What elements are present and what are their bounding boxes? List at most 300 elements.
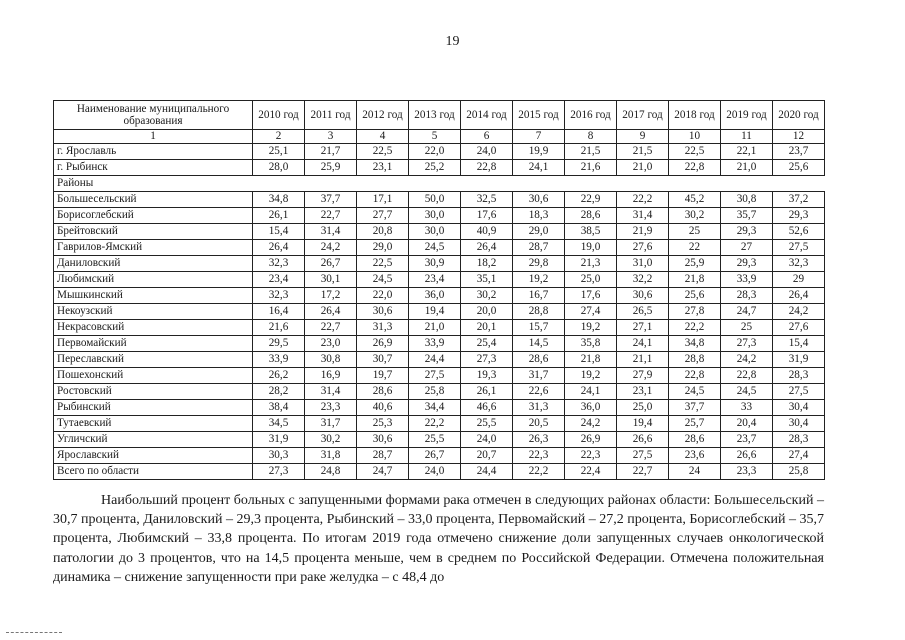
column-header-year: 2015 год	[513, 101, 565, 130]
value-cell: 24,2	[721, 352, 773, 368]
value-cell: 23,1	[357, 160, 409, 176]
value-cell: 27	[721, 240, 773, 256]
value-cell: 34,8	[669, 336, 721, 352]
page-number: 19	[445, 34, 460, 49]
cancer-neglect-table	[53, 100, 825, 480]
table-row	[54, 320, 825, 336]
value-cell: 17,6	[461, 208, 513, 224]
value-cell: 26,7	[305, 256, 357, 272]
table-group-row	[54, 176, 825, 192]
value-cell: 24,0	[409, 464, 461, 480]
value-cell: 27,5	[409, 368, 461, 384]
value-cell: 24	[669, 464, 721, 480]
municipality-name-cell: Рыбинский	[54, 400, 253, 416]
value-cell: 22,2	[409, 416, 461, 432]
value-cell: 30,6	[357, 304, 409, 320]
column-header-year: 2016 год	[565, 101, 617, 130]
value-cell: 28,3	[773, 368, 825, 384]
municipality-name-cell: Районы	[54, 176, 253, 192]
value-cell: 26,4	[305, 304, 357, 320]
value-cell: 30,6	[513, 192, 565, 208]
value-cell: 27,3	[461, 352, 513, 368]
value-cell: 22,5	[669, 144, 721, 160]
value-cell: 26,1	[461, 384, 513, 400]
value-cell: 23,3	[305, 400, 357, 416]
value-cell: 28,7	[513, 240, 565, 256]
column-number: 11	[721, 130, 773, 144]
value-cell: 20,1	[461, 320, 513, 336]
value-cell: 33	[721, 400, 773, 416]
value-cell: 30,2	[305, 432, 357, 448]
value-cell: 22,1	[721, 144, 773, 160]
table-row	[54, 304, 825, 320]
value-cell: 24,1	[513, 160, 565, 176]
value-cell: 28,6	[513, 352, 565, 368]
value-cell: 23,0	[305, 336, 357, 352]
value-cell	[357, 176, 409, 192]
value-cell: 15,4	[253, 224, 305, 240]
value-cell: 17,1	[357, 192, 409, 208]
table-row	[54, 144, 825, 160]
value-cell: 22,0	[357, 288, 409, 304]
value-cell: 25,1	[253, 144, 305, 160]
value-cell	[305, 176, 357, 192]
value-cell: 30,1	[305, 272, 357, 288]
column-number: 2	[253, 130, 305, 144]
value-cell: 22,0	[409, 144, 461, 160]
value-cell: 31,4	[305, 224, 357, 240]
value-cell: 28,2	[253, 384, 305, 400]
value-cell: 19,4	[409, 304, 461, 320]
value-cell: 26,4	[253, 240, 305, 256]
value-cell: 16,7	[513, 288, 565, 304]
value-cell: 25,8	[773, 464, 825, 480]
value-cell: 26,3	[513, 432, 565, 448]
value-cell: 35,7	[721, 208, 773, 224]
column-number: 9	[617, 130, 669, 144]
footnote-divider	[6, 632, 62, 634]
value-cell: 26,6	[617, 432, 669, 448]
value-cell: 19,0	[565, 240, 617, 256]
value-cell: 28,6	[357, 384, 409, 400]
value-cell: 31,3	[357, 320, 409, 336]
table-header-row	[54, 101, 825, 130]
municipality-name-cell: Некоузский	[54, 304, 253, 320]
value-cell: 25,7	[669, 416, 721, 432]
table-body	[54, 144, 825, 480]
value-cell: 21,8	[669, 272, 721, 288]
value-cell: 26,1	[253, 208, 305, 224]
value-cell: 22,2	[513, 464, 565, 480]
value-cell: 33,9	[721, 272, 773, 288]
value-cell: 30,3	[253, 448, 305, 464]
municipality-name-cell: Любимский	[54, 272, 253, 288]
municipality-name-cell: Ростовский	[54, 384, 253, 400]
table-row	[54, 160, 825, 176]
value-cell: 27,5	[773, 384, 825, 400]
value-cell: 27,7	[357, 208, 409, 224]
value-cell: 24,2	[773, 304, 825, 320]
value-cell: 21,5	[565, 144, 617, 160]
value-cell: 19,2	[565, 320, 617, 336]
municipality-name-cell: Переславский	[54, 352, 253, 368]
value-cell: 29,3	[721, 256, 773, 272]
value-cell: 32,3	[253, 256, 305, 272]
value-cell	[773, 176, 825, 192]
table-row	[54, 224, 825, 240]
value-cell: 22,3	[565, 448, 617, 464]
value-cell: 29,0	[357, 240, 409, 256]
value-cell: 31,4	[305, 384, 357, 400]
value-cell: 26,4	[773, 288, 825, 304]
value-cell: 21,0	[721, 160, 773, 176]
value-cell: 23,1	[617, 384, 669, 400]
value-cell: 31,7	[513, 368, 565, 384]
value-cell: 24,5	[357, 272, 409, 288]
value-cell: 21,0	[409, 320, 461, 336]
municipality-name-cell: Брейтовский	[54, 224, 253, 240]
value-cell: 30,4	[773, 400, 825, 416]
value-cell: 27,4	[773, 448, 825, 464]
value-cell: 26,9	[357, 336, 409, 352]
value-cell: 28,6	[669, 432, 721, 448]
value-cell: 24,4	[409, 352, 461, 368]
table-row	[54, 288, 825, 304]
value-cell	[461, 176, 513, 192]
column-header-year: 2010 год	[253, 101, 305, 130]
value-cell: 24,7	[357, 464, 409, 480]
value-cell: 34,8	[253, 192, 305, 208]
value-cell: 21,1	[617, 352, 669, 368]
value-cell: 24,1	[617, 336, 669, 352]
value-cell: 31,8	[305, 448, 357, 464]
municipality-name-cell: Ярославский	[54, 448, 253, 464]
value-cell: 21,7	[305, 144, 357, 160]
value-cell: 14,5	[513, 336, 565, 352]
column-header-year: 2014 год	[461, 101, 513, 130]
column-number: 3	[305, 130, 357, 144]
column-number: 10	[669, 130, 721, 144]
value-cell: 21,6	[253, 320, 305, 336]
value-cell: 21,3	[565, 256, 617, 272]
column-number: 4	[357, 130, 409, 144]
value-cell: 25,3	[357, 416, 409, 432]
column-header-name: Наименование муниципального образования	[54, 101, 253, 130]
column-header-year: 2019 год	[721, 101, 773, 130]
value-cell: 27,4	[565, 304, 617, 320]
value-cell: 31,9	[773, 352, 825, 368]
value-cell: 33,9	[409, 336, 461, 352]
value-cell	[253, 176, 305, 192]
value-cell: 26,4	[461, 240, 513, 256]
municipality-name-cell: г. Ярославль	[54, 144, 253, 160]
value-cell: 21,6	[565, 160, 617, 176]
value-cell	[409, 176, 461, 192]
value-cell: 31,9	[253, 432, 305, 448]
value-cell: 26,5	[617, 304, 669, 320]
column-header-year: 2018 год	[669, 101, 721, 130]
value-cell: 15,4	[773, 336, 825, 352]
value-cell: 22,4	[565, 464, 617, 480]
table-row	[54, 208, 825, 224]
value-cell: 22,7	[305, 320, 357, 336]
table-row	[54, 384, 825, 400]
value-cell: 22,2	[669, 320, 721, 336]
table-row	[54, 352, 825, 368]
value-cell: 25	[721, 320, 773, 336]
column-header-year: 2011 год	[305, 101, 357, 130]
value-cell: 25,5	[409, 432, 461, 448]
value-cell: 28,6	[565, 208, 617, 224]
value-cell: 28,8	[513, 304, 565, 320]
value-cell: 27,9	[617, 368, 669, 384]
value-cell	[669, 176, 721, 192]
value-cell: 25,8	[409, 384, 461, 400]
value-cell: 24,1	[565, 384, 617, 400]
value-cell: 32,5	[461, 192, 513, 208]
value-cell: 27,3	[253, 464, 305, 480]
value-cell: 31,7	[305, 416, 357, 432]
value-cell: 26,9	[565, 432, 617, 448]
municipality-name-cell: Всего по области	[54, 464, 253, 480]
table-row	[54, 192, 825, 208]
value-cell: 29,5	[253, 336, 305, 352]
value-cell: 25,0	[565, 272, 617, 288]
column-header-year: 2017 год	[617, 101, 669, 130]
value-cell: 16,4	[253, 304, 305, 320]
value-cell: 46,6	[461, 400, 513, 416]
value-cell: 34,5	[253, 416, 305, 432]
value-cell: 25	[669, 224, 721, 240]
value-cell: 21,9	[617, 224, 669, 240]
value-cell: 26,7	[409, 448, 461, 464]
value-cell: 31,3	[513, 400, 565, 416]
municipality-name-cell: Борисоглебский	[54, 208, 253, 224]
value-cell: 27,5	[773, 240, 825, 256]
value-cell: 24,5	[409, 240, 461, 256]
value-cell: 24,5	[669, 384, 721, 400]
value-cell: 22,8	[721, 368, 773, 384]
value-cell: 30,4	[773, 416, 825, 432]
value-cell: 30,7	[357, 352, 409, 368]
body-paragraph: Наибольший процент больных с запущенными формами рака отмечен в следующих районах области: Большесельский – 30,7 процента, Даниловский – 29,3 процента, Рыбинский – 33,0 процента, Первомайский – 27,2 процента, Борисоглебский – 35,7 процента, Любимский – 33,8 процента. По итогам 2019 года отмечено снижение доли запущенных случаев онкологической патологии до 3 процентов, что на 14,5 процента меньше, чем в среднем по Российской Федерации. Отмечена положительная динамика – снижение запущенности при раке желудка – с 48,4 до	[53, 493, 824, 585]
value-cell: 30,8	[721, 192, 773, 208]
value-cell	[721, 176, 773, 192]
value-cell: 32,2	[617, 272, 669, 288]
value-cell: 38,5	[565, 224, 617, 240]
municipality-name-cell: Гаврилов-Ямский	[54, 240, 253, 256]
value-cell: 23,6	[669, 448, 721, 464]
column-number-row	[54, 130, 825, 144]
value-cell: 22,7	[305, 208, 357, 224]
value-cell: 18,3	[513, 208, 565, 224]
value-cell: 29,8	[513, 256, 565, 272]
municipality-name-cell: г. Рыбинск	[54, 160, 253, 176]
value-cell: 22,8	[461, 160, 513, 176]
value-cell: 33,9	[253, 352, 305, 368]
value-cell: 24,7	[721, 304, 773, 320]
value-cell: 22,3	[513, 448, 565, 464]
value-cell: 23,7	[773, 144, 825, 160]
value-cell: 35,8	[565, 336, 617, 352]
value-cell: 22	[669, 240, 721, 256]
value-cell: 25,6	[669, 288, 721, 304]
value-cell	[565, 176, 617, 192]
value-cell: 24,2	[565, 416, 617, 432]
value-cell	[513, 176, 565, 192]
value-cell	[617, 176, 669, 192]
value-cell: 23,4	[409, 272, 461, 288]
value-cell: 31,4	[617, 208, 669, 224]
value-cell: 34,4	[409, 400, 461, 416]
value-cell: 24,4	[461, 464, 513, 480]
value-cell: 32,3	[773, 256, 825, 272]
column-number: 5	[409, 130, 461, 144]
value-cell: 27,5	[617, 448, 669, 464]
value-cell: 26,2	[253, 368, 305, 384]
value-cell: 28,3	[773, 432, 825, 448]
value-cell: 28,7	[357, 448, 409, 464]
value-cell: 19,4	[617, 416, 669, 432]
value-cell: 23,3	[721, 464, 773, 480]
value-cell: 22,6	[513, 384, 565, 400]
value-cell: 38,4	[253, 400, 305, 416]
column-header-year: 2020 год	[773, 101, 825, 130]
value-cell: 25,9	[669, 256, 721, 272]
table-row	[54, 240, 825, 256]
value-cell: 29,3	[773, 208, 825, 224]
municipality-name-cell: Мышкинский	[54, 288, 253, 304]
municipality-name-cell: Первомайский	[54, 336, 253, 352]
table-row	[54, 432, 825, 448]
value-cell: 29	[773, 272, 825, 288]
value-cell: 37,7	[305, 192, 357, 208]
municipality-name-cell: Даниловский	[54, 256, 253, 272]
value-cell: 30,8	[305, 352, 357, 368]
value-cell: 20,0	[461, 304, 513, 320]
value-cell: 37,7	[669, 400, 721, 416]
column-header-year: 2012 год	[357, 101, 409, 130]
value-cell: 21,8	[565, 352, 617, 368]
value-cell: 23,4	[253, 272, 305, 288]
municipality-name-cell: Пошехонский	[54, 368, 253, 384]
value-cell: 16,9	[305, 368, 357, 384]
column-header-year: 2013 год	[409, 101, 461, 130]
value-cell: 26,6	[721, 448, 773, 464]
table-row	[54, 416, 825, 432]
table-row	[54, 368, 825, 384]
value-cell: 52,6	[773, 224, 825, 240]
table-row	[54, 336, 825, 352]
column-number: 12	[773, 130, 825, 144]
value-cell: 24,0	[461, 144, 513, 160]
value-cell: 35,1	[461, 272, 513, 288]
value-cell: 45,2	[669, 192, 721, 208]
table-row	[54, 256, 825, 272]
value-cell: 40,9	[461, 224, 513, 240]
column-number: 7	[513, 130, 565, 144]
value-cell: 20,5	[513, 416, 565, 432]
value-cell: 20,8	[357, 224, 409, 240]
value-cell: 29,0	[513, 224, 565, 240]
value-cell: 36,0	[409, 288, 461, 304]
column-number: 8	[565, 130, 617, 144]
value-cell: 24,8	[305, 464, 357, 480]
value-cell: 37,2	[773, 192, 825, 208]
table-row	[54, 400, 825, 416]
value-cell: 27,8	[669, 304, 721, 320]
value-cell: 21,0	[617, 160, 669, 176]
value-cell: 23,7	[721, 432, 773, 448]
column-number: 1	[54, 130, 253, 144]
municipality-name-cell: Тутаевский	[54, 416, 253, 432]
value-cell: 25,6	[773, 160, 825, 176]
value-cell: 32,3	[253, 288, 305, 304]
value-cell: 36,0	[565, 400, 617, 416]
value-cell: 25,0	[617, 400, 669, 416]
value-cell: 22,7	[617, 464, 669, 480]
value-cell: 25,2	[409, 160, 461, 176]
value-cell: 28,0	[253, 160, 305, 176]
value-cell: 30,2	[461, 288, 513, 304]
value-cell: 22,8	[669, 368, 721, 384]
value-cell: 19,2	[513, 272, 565, 288]
value-cell: 28,3	[721, 288, 773, 304]
value-cell: 31,0	[617, 256, 669, 272]
value-cell: 19,7	[357, 368, 409, 384]
value-cell: 20,4	[721, 416, 773, 432]
value-cell: 25,4	[461, 336, 513, 352]
value-cell: 50,0	[409, 192, 461, 208]
value-cell: 30,0	[409, 224, 461, 240]
municipality-name-cell: Угличский	[54, 432, 253, 448]
value-cell: 30,0	[409, 208, 461, 224]
value-cell: 22,5	[357, 256, 409, 272]
value-cell: 20,7	[461, 448, 513, 464]
value-cell: 19,2	[565, 368, 617, 384]
value-cell: 27,6	[773, 320, 825, 336]
value-cell: 17,2	[305, 288, 357, 304]
table-row	[54, 448, 825, 464]
value-cell: 25,9	[305, 160, 357, 176]
value-cell: 19,9	[513, 144, 565, 160]
value-cell: 15,7	[513, 320, 565, 336]
table-row	[54, 272, 825, 288]
value-cell: 29,3	[721, 224, 773, 240]
value-cell: 24,5	[721, 384, 773, 400]
value-cell: 19,3	[461, 368, 513, 384]
value-cell: 25,5	[461, 416, 513, 432]
value-cell: 30,6	[617, 288, 669, 304]
value-cell: 40,6	[357, 400, 409, 416]
municipality-name-cell: Некрасовский	[54, 320, 253, 336]
value-cell: 22,2	[617, 192, 669, 208]
value-cell: 17,6	[565, 288, 617, 304]
value-cell: 30,6	[357, 432, 409, 448]
value-cell: 22,9	[565, 192, 617, 208]
value-cell: 30,9	[409, 256, 461, 272]
value-cell: 27,6	[617, 240, 669, 256]
value-cell: 24,2	[305, 240, 357, 256]
municipality-name-cell: Большесельский	[54, 192, 253, 208]
value-cell: 27,1	[617, 320, 669, 336]
value-cell: 21,5	[617, 144, 669, 160]
value-cell: 30,2	[669, 208, 721, 224]
value-cell: 22,8	[669, 160, 721, 176]
value-cell: 28,8	[669, 352, 721, 368]
column-number: 6	[461, 130, 513, 144]
value-cell: 22,5	[357, 144, 409, 160]
